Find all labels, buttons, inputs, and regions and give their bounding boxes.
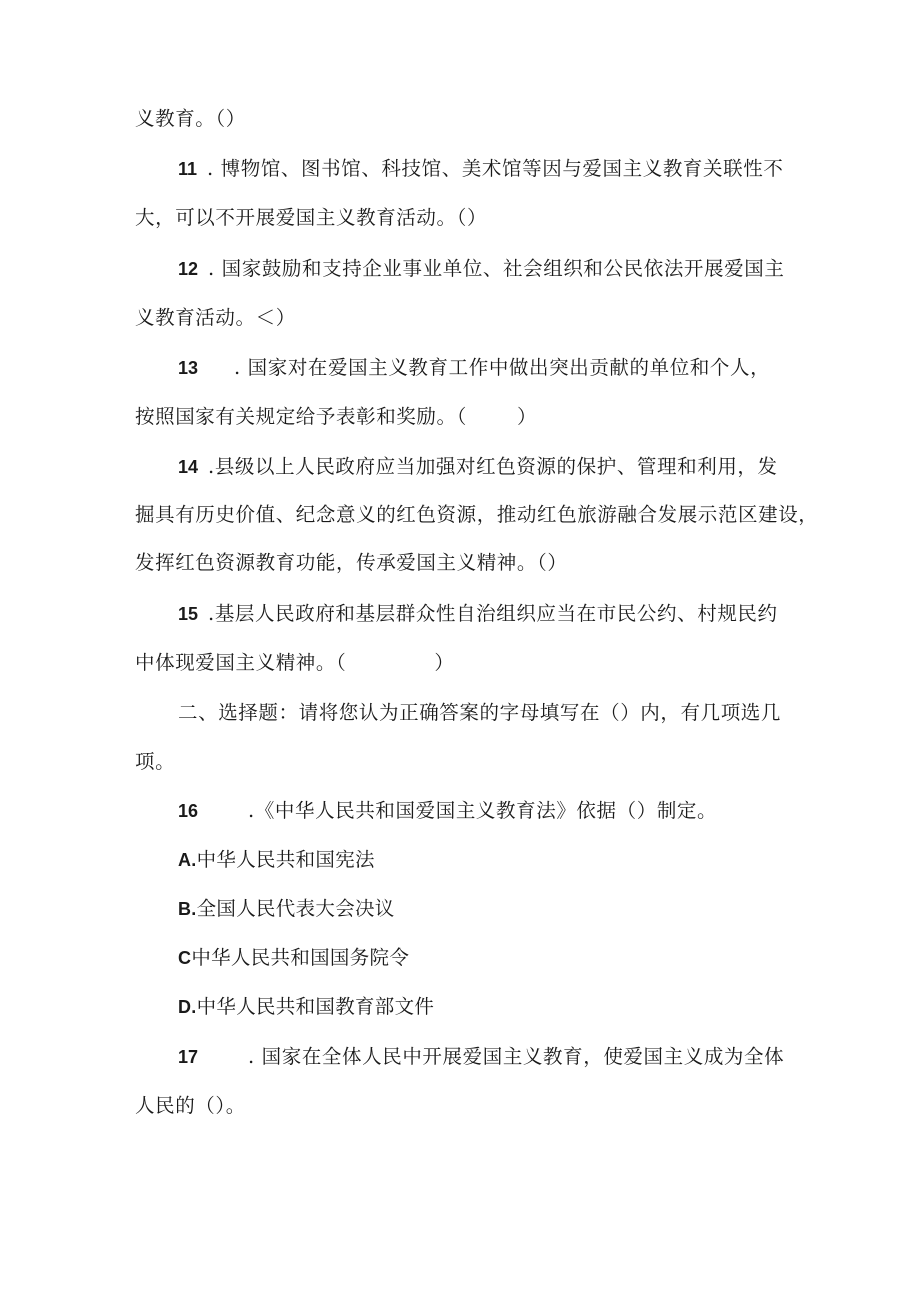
q15-line1: 15 .基层人民政府和基层群众性自治组织应当在市民公约、村规民约 <box>178 602 778 625</box>
section2-heading-cont: 项。 <box>135 750 176 773</box>
q16-option-d: D.中华人民共和国教育部文件 <box>178 996 435 1018</box>
q13-line2: 按照国家有关规定给予表彰和奖励。（ ） <box>135 405 538 428</box>
question-number: 17 <box>178 1047 199 1067</box>
q11-line2: 大，可以不开展爱国主义教育活动。（） <box>135 206 488 229</box>
q14-line1: 14 .县级以上人民政府应当加强对红色资源的保护、管理和利用，发 <box>178 455 778 478</box>
question-number: 13 <box>178 358 199 378</box>
q15-line2: 中体现爱国主义精神。（ ） <box>135 651 455 674</box>
section2-heading: 二、选择题：请将您认为正确答案的字母填写在（）内，有几项选几 <box>178 701 782 724</box>
question-number: 15 <box>178 604 199 624</box>
question-number: 11 <box>178 159 198 179</box>
q10-tail: 义教育。（） <box>135 107 246 130</box>
q16-option-c: C中华人民共和国国务院令 <box>178 947 410 969</box>
question-number: 14 <box>178 457 199 477</box>
option-label: D. <box>178 997 197 1017</box>
q11-line1: 11 . 博物馆、图书馆、科技馆、美术馆等因与爱国主义教育关联性不 <box>178 157 784 180</box>
question-number: 12 <box>178 259 199 279</box>
q16-option-a: A.中华人民共和国宪法 <box>178 849 375 871</box>
q16-option-b: B.全国人民代表大会决议 <box>178 898 395 920</box>
question-number: 16 <box>178 801 199 821</box>
q17-line2: 人民的（）。 <box>135 1094 246 1117</box>
q17-line1: 17 . 国家在全体人民中开展爱国主义教育，使爱国主义成为全体 <box>178 1045 785 1068</box>
q14-line3: 发挥红色资源教育功能，传承爱国主义精神。（） <box>135 551 568 574</box>
option-label: B. <box>178 899 197 919</box>
q14-line2: 掘具有历史价值、纪念意义的红色资源，推动红色旅游融合发展示范区建设， <box>135 503 819 526</box>
q13-line1: 13 . 国家对在爱国主义教育工作中做出突出贡献的单位和个人， <box>178 356 771 379</box>
option-label: C <box>178 948 192 968</box>
option-label: A. <box>178 850 197 870</box>
q16-line1: 16 .《中华人民共和国爱国主义教育法》依据（）制定。 <box>178 799 718 822</box>
q12-line2: 义教育活动。＜） <box>135 306 296 329</box>
q12-line1: 12 . 国家鼓励和支持企业事业单位、社会组织和公民依法开展爱国主 <box>178 257 785 280</box>
